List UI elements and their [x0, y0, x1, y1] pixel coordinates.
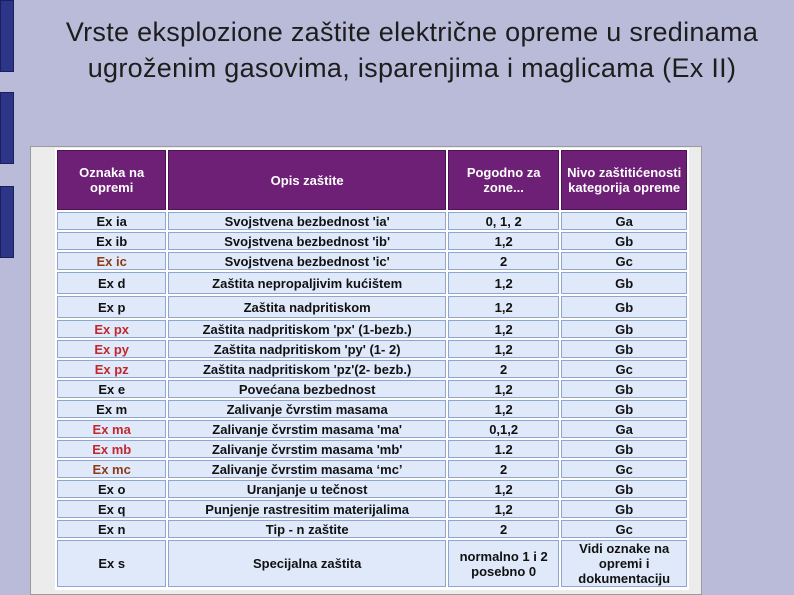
code-cell: Ex ia — [57, 212, 166, 230]
table-row — [57, 296, 687, 318]
table-row — [57, 380, 687, 398]
zones-cell: 1,2 — [448, 272, 559, 294]
zones-cell: 1,2 — [448, 500, 559, 518]
code-cell: Ex p — [57, 296, 166, 318]
description-cell: Zaštita nepropaljivim kućištem — [168, 272, 446, 294]
level-cell: Ga — [561, 420, 687, 438]
decor-bar-2 — [0, 92, 14, 164]
level-cell: Gb — [561, 380, 687, 398]
code-cell: Ex px — [57, 320, 166, 338]
level-cell: Gc — [561, 520, 687, 538]
level-cell: Gc — [561, 460, 687, 478]
table-header-row — [57, 150, 687, 210]
description-cell: Tip - n zaštite — [168, 520, 446, 538]
code-cell: Ex mb — [57, 440, 166, 458]
zones-cell: 1,2 — [448, 400, 559, 418]
code-cell: Ex e — [57, 380, 166, 398]
description-cell: Specijalna zaštita — [168, 540, 446, 587]
description-cell: Zalivanje čvrstim masama 'ma' — [168, 420, 446, 438]
table-row — [57, 232, 687, 250]
table-row — [57, 252, 687, 270]
level-cell: Gb — [561, 296, 687, 318]
level-cell: Gb — [561, 480, 687, 498]
table-row — [57, 460, 687, 478]
table-row — [57, 420, 687, 438]
decor-bar-3 — [0, 186, 14, 258]
zones-cell: 1,2 — [448, 380, 559, 398]
description-cell: Zaštita nadpritiskom 'px' (1-bezb.) — [168, 320, 446, 338]
code-cell: Ex ma — [57, 420, 166, 438]
description-cell: Svojstvena bezbednost 'ic' — [168, 252, 446, 270]
code-cell: Ex n — [57, 520, 166, 538]
description-cell: Zalivanje čvrstim masama — [168, 400, 446, 418]
code-cell: Ex mc — [57, 460, 166, 478]
table-row — [57, 340, 687, 358]
header-cell: Oznaka na opremi — [57, 150, 166, 210]
table-row — [57, 272, 687, 294]
code-cell: Ex m — [57, 400, 166, 418]
level-cell: Ga — [561, 212, 687, 230]
zones-cell: 1,2 — [448, 232, 559, 250]
level-cell: Gc — [561, 360, 687, 378]
level-cell: Gc — [561, 252, 687, 270]
code-cell: Ex py — [57, 340, 166, 358]
level-cell: Gb — [561, 340, 687, 358]
level-cell: Vidi oznake na opremi i dokumentaciju — [561, 540, 687, 587]
code-cell: Ex ic — [57, 252, 166, 270]
zones-cell: 2 — [448, 252, 559, 270]
code-cell: Ex q — [57, 500, 166, 518]
decor-bar-1 — [0, 0, 14, 72]
level-cell: Gb — [561, 320, 687, 338]
table-row — [57, 440, 687, 458]
level-cell: Gb — [561, 440, 687, 458]
description-cell: Punjenje rastresitim materijalima — [168, 500, 446, 518]
zones-cell: 1,2 — [448, 480, 559, 498]
protection-types-table — [55, 148, 689, 589]
table-row — [57, 500, 687, 518]
table-row — [57, 320, 687, 338]
code-cell: Ex pz — [57, 360, 166, 378]
description-cell: Zalivanje čvrstim masama 'mb' — [168, 440, 446, 458]
code-cell: Ex ib — [57, 232, 166, 250]
table-row — [57, 212, 687, 230]
level-cell: Gb — [561, 500, 687, 518]
zones-cell: 1.2 — [448, 440, 559, 458]
level-cell: Gb — [561, 272, 687, 294]
level-cell: Gb — [561, 400, 687, 418]
slide-title: Vrste eksplozione zaštite električne opreme u sredinama ugroženim gasovima, isparenjima i maglicama (Ex II) — [65, 17, 759, 83]
code-cell: Ex o — [57, 480, 166, 498]
description-cell: Uranjanje u tečnost — [168, 480, 446, 498]
zones-cell: 1,2 — [448, 340, 559, 358]
description-cell: Zaštita nadpritiskom 'py' (1- 2) — [168, 340, 446, 358]
zones-cell: 0,1,2 — [448, 420, 559, 438]
code-cell: Ex s — [57, 540, 166, 587]
description-cell: Zalivanje čvrstim masama ‘mc’ — [168, 460, 446, 478]
table-row — [57, 360, 687, 378]
zones-cell: 2 — [448, 360, 559, 378]
zones-cell: normalno 1 i 2 posebno 0 — [448, 540, 559, 587]
code-cell: Ex d — [57, 272, 166, 294]
zones-cell: 1,2 — [448, 320, 559, 338]
zones-cell: 2 — [448, 520, 559, 538]
description-cell: Svojstvena bezbednost 'ib' — [168, 232, 446, 250]
table-row — [57, 480, 687, 498]
header-cell: Opis zaštite — [168, 150, 446, 210]
zones-cell: 0, 1, 2 — [448, 212, 559, 230]
level-cell: Gb — [561, 232, 687, 250]
table-row — [57, 540, 687, 587]
table-row — [57, 520, 687, 538]
description-cell: Povećana bezbednost — [168, 380, 446, 398]
header-cell: Nivo zaštitićenosti kategorija opreme — [561, 150, 687, 210]
zones-cell: 2 — [448, 460, 559, 478]
description-cell: Zaštita nadpritiskom — [168, 296, 446, 318]
description-cell: Zaštita nadpritiskom 'pz'(2- bezb.) — [168, 360, 446, 378]
description-cell: Svojstvena bezbednost 'ia' — [168, 212, 446, 230]
table-row — [57, 400, 687, 418]
header-cell: Pogodno za zone... — [448, 150, 559, 210]
table-area — [55, 148, 689, 590]
zones-cell: 1,2 — [448, 296, 559, 318]
